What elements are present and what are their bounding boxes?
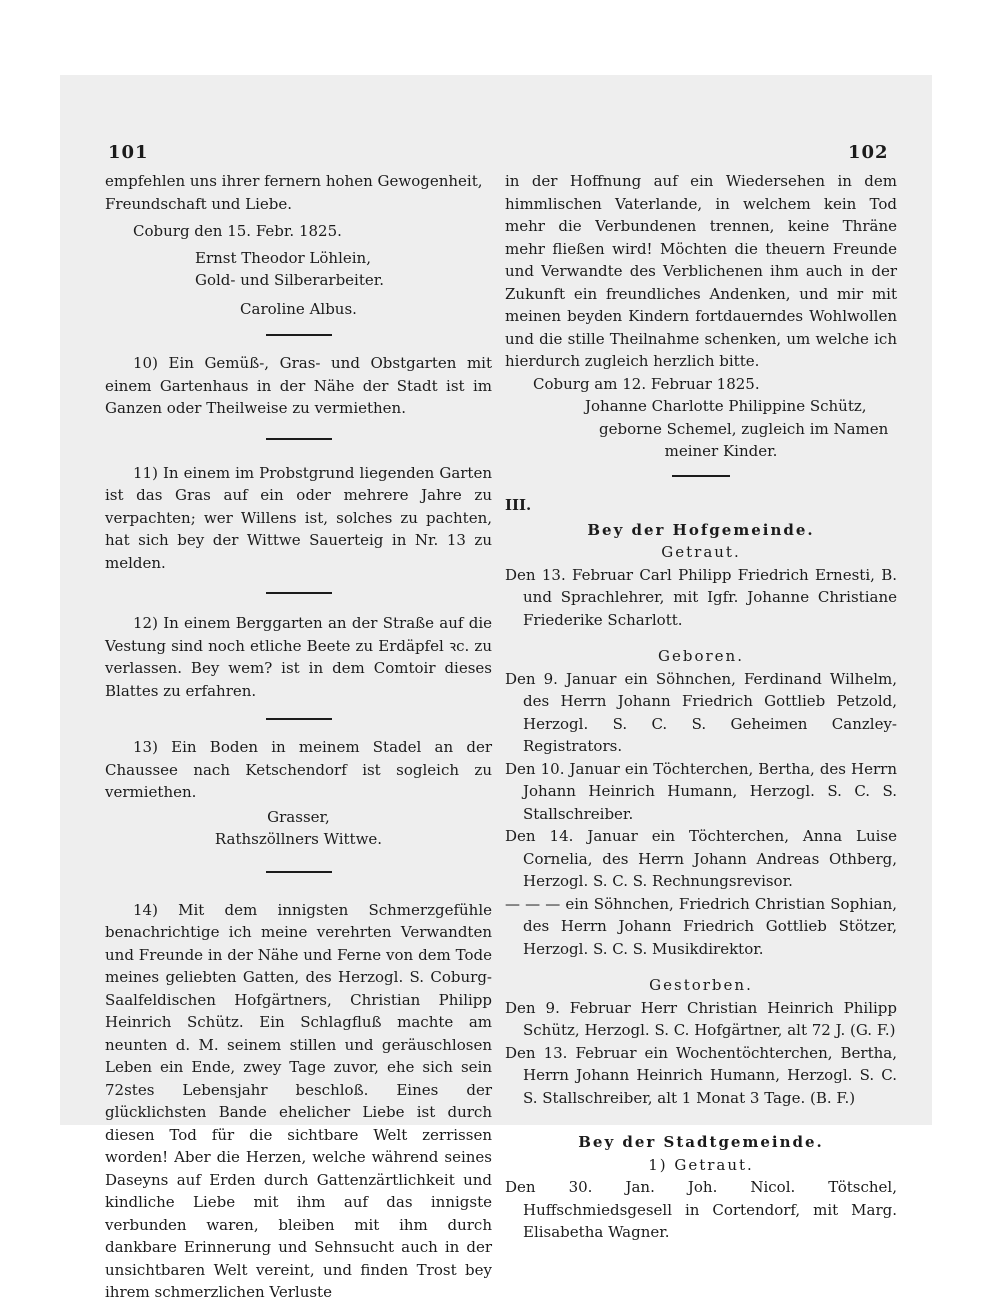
signature-line: Caroline Albus.: [240, 299, 357, 318]
section-heading-hofgemeinde: Bey der Hofgemeinde.: [587, 520, 815, 539]
page-number-left: 101: [108, 142, 149, 163]
notice-12: 12) In einem Berggarten an der Straße auf die Vestung sind noch etliche Beete zu Erdäpfel ꝛc. zu verlassen. Bey wem? ist in dem Comtoir dieses Blattes zu erfahren.: [105, 614, 492, 700]
signature-line: Ernst Theodor Löhlein,: [195, 248, 371, 267]
separator-rule: [266, 592, 332, 594]
notice-11: 11) In einem im Probstgrund liegenden Garten ist das Gras auf ein oder mehrere Jahre zu verpachten; wer Willens ist, solches zu pachten, hat sich bey der Wittwe Sauerteig in Nr. 13 zu melden.: [105, 463, 492, 572]
right-column: [505, 170, 897, 1244]
separator-rule: [266, 871, 332, 873]
notice-13-signature: Rathszöllners Wittwe.: [214, 830, 383, 848]
notice-14-continuation: in der Hoffnung auf ein Wiedersehen in dem himmlischen Vaterlande, in welchem kein Tod mehr die Verbundenen trennen, keine Thräne mehr fließen wird! Möchten die theuern Freunde und Verwandte des Verblichenen ihm auch in der Zukunft ein freundliches Andenken, und mir mit meinen beyden Kindern fortdauerndes Wohlwollen und die stille Theilnahme schenken, um welche ich hierdurch zugleich herzlich bitte.: [505, 172, 897, 370]
date-line: Coburg am 12. Februar 1825.: [533, 374, 760, 393]
register-entry: Den 13. Februar Carl Philipp Friedrich Ernesti, B. und Sprachlehrer, mit Igfr. Johanne Christiane Friederike Scharlott.: [505, 565, 897, 629]
separator-rule: [266, 438, 332, 440]
subheading-stadt-getraut: 1) Getraut.: [648, 1155, 754, 1174]
page-number-right: 102: [848, 142, 889, 163]
intro-line: Freundschaft und Liebe.: [105, 194, 293, 213]
signature-line: geborne Schemel, zugleich im Namen: [599, 419, 889, 438]
register-entry: Den 9. Februar Herr Christian Heinrich Philipp Schütz, Herzogl. S. C. Hofgärtner, alt 72 J. (G. F.): [505, 998, 897, 1039]
register-entry: Den 10. Januar ein Töchterchen, Bertha, des Herrn Johann Heinrich Humann, Herzogl. S. C. S. Stallschreiber.: [505, 759, 897, 823]
register-entry: Den 13. Februar ein Wochentöchterchen, Bertha, Herrn Johann Heinrich Humann, Herzogl. S. C. S. Stallschreiber, alt 1 Monat 3 Tage. (B. F.): [505, 1043, 897, 1107]
section-heading-stadtgemeinde: Bey der Stadtgemeinde.: [578, 1133, 824, 1151]
left-column: [105, 170, 492, 1304]
subheading-geboren: Geboren.: [658, 647, 744, 665]
signature-line: meiner Kinder.: [664, 442, 778, 460]
subheading-gestorben: Gestorben.: [649, 976, 753, 994]
spacer: [505, 1109, 897, 1131]
register-entry: — — — ein Söhnchen, Friedrich Christian Sophian, des Herrn Johann Friedrich Gottlieb Stötzer, Herzogl. S. C. S. Musikdirektor.: [505, 894, 897, 958]
register-entry: Den 30. Jan. Joh. Nicol. Tötschel, Huffschmiedsgesell in Cortendorf, mit Marg. Elisabetha Wagner.: [505, 1178, 897, 1241]
spacer: [505, 960, 897, 974]
signature-line: Johanne Charlotte Philippine Schütz,: [585, 397, 867, 415]
spacer: [505, 631, 897, 645]
subheading-getraut: Getraut.: [661, 543, 741, 561]
register-entry: Den 14. Januar ein Töchterchen, Anna Luise Cornelia, des Herrn Johann Andreas Othberg, Herzogl. S. C. S. Rechnungsrevisor.: [505, 827, 897, 890]
register-entry: Den 9. Januar ein Söhnchen, Ferdinand Wilhelm, des Herrn Johann Friedrich Gottlieb Petzold, Herzogl. S. C. S. Geheimen Canzley-Registrators.: [505, 669, 897, 755]
notice-10: 10) Ein Gemüß-, Gras- und Obstgarten mit einem Gartenhaus in der Nähe der Stadt ist im Ganzen oder Theilweise zu vermiethen.: [105, 354, 492, 417]
signature-line: Gold- und Silberarbeiter.: [195, 271, 385, 289]
notice-13-signature: Grasser,: [267, 807, 330, 826]
separator-rule: [266, 334, 332, 336]
intro-line: empfehlen uns ihrer fernern hohen Gewogenheit,: [105, 172, 483, 190]
notice-13: 13) Ein Boden in meinem Stadel an der Chaussee nach Ketschendorf ist sogleich zu vermiethen.: [105, 738, 492, 801]
notice-14: 14) Mit dem innigsten Schmerzgefühle benachrichtige ich meine verehrten Verwandten und Freunde in der Nähe und Ferne von dem Tode meines geliebten Gatten, des Herzogl. S. Coburg-Saalfeldischen Hofgärtners, Christian Philipp Heinrich Schütz. Ein Schlagfluß machte am neunten d. M. seinem stillen und geräuschlosen Leben ein Ende, zwey Tage zuvor, ehe sich sein 72stes Lebensjahr beschloß. Eines der glücklichsten Bande ehelicher Liebe ist durch diesen Tod für die sichtbare Welt zerrissen worden! Aber die Herzen, welche während seines Daseyns auf Erden durch Gattenzärtlichkeit und kindliche Liebe mit ihm auf das innigste verbunden waren, bleiben mit ihm durch dankbare Erinnerung und Sehnsucht auch in der unsichtbaren Welt vereint, und finden Trost bey ihrem schmerzlichen Verluste: [105, 900, 492, 1301]
section-numeral: III.: [505, 495, 532, 514]
separator-rule: [672, 475, 730, 477]
separator-rule: [266, 718, 332, 720]
date-line: Coburg den 15. Febr. 1825.: [133, 222, 342, 240]
